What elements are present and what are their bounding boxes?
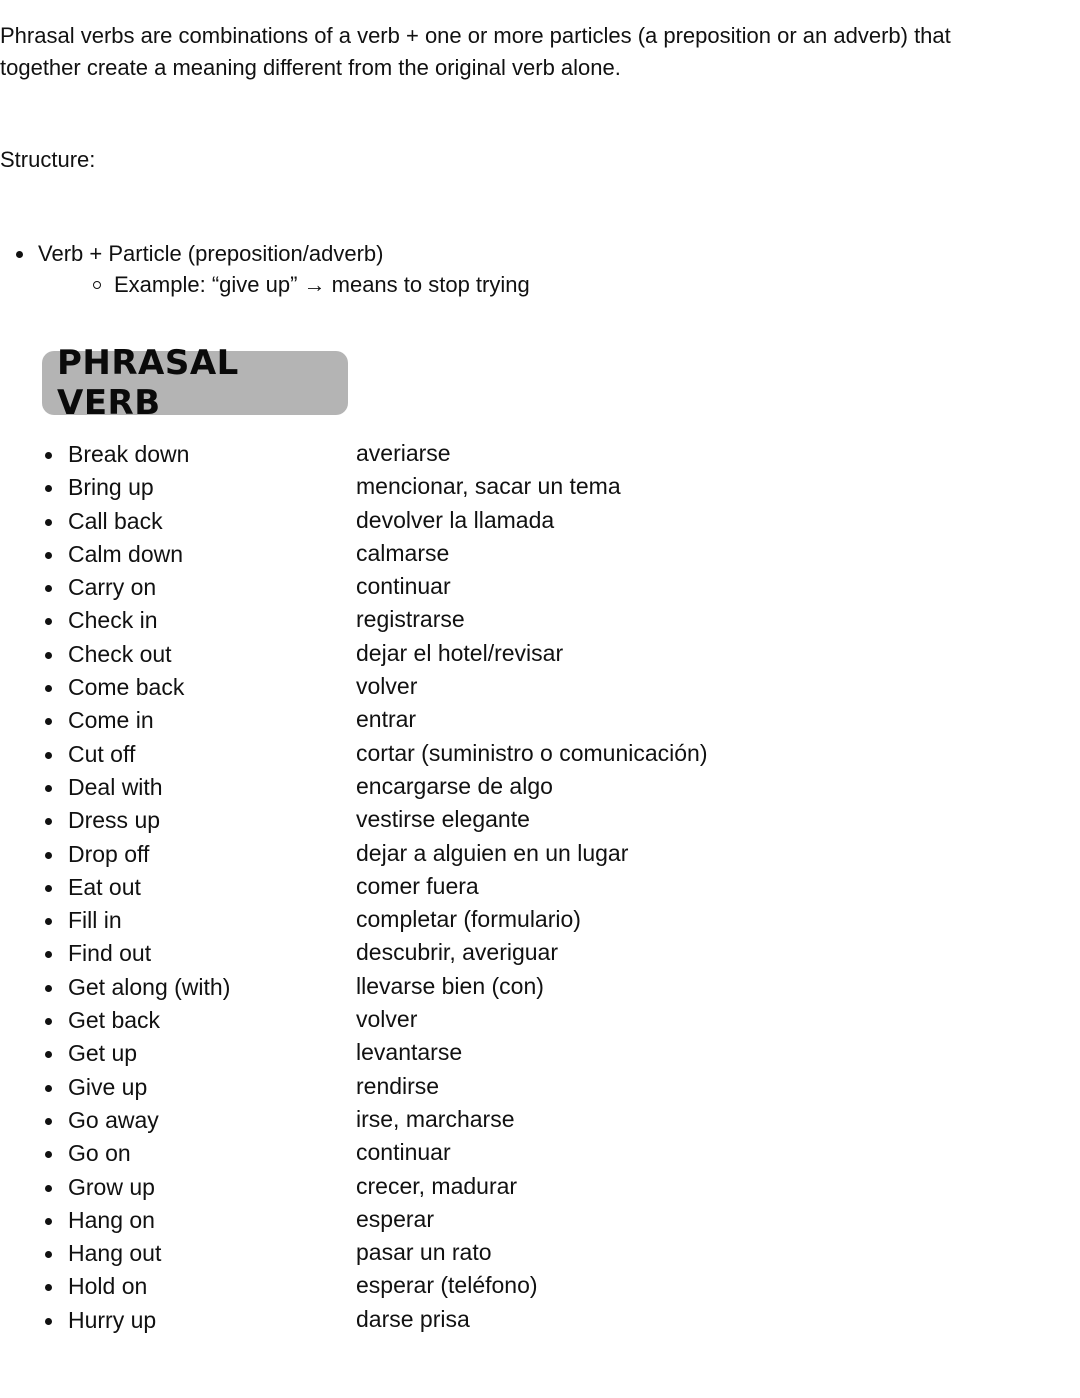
verb-meaning: registrarse	[356, 606, 465, 633]
section-title: PHRASAL VERB	[57, 343, 239, 423]
example-text: Example: “give up” → means to stop trying	[114, 272, 530, 297]
verb-meaning: cortar (suministro o comunicación)	[356, 739, 708, 766]
phrasal-verb: Call back	[68, 507, 163, 534]
intro-paragraph: Phrasal verbs are combinations of a verb + one or more particles (a preposition or an adverb) that together create a meaning different from the original verb alone.	[0, 23, 951, 80]
verb-meaning: esperar	[356, 1205, 434, 1232]
bullet-disc-icon	[45, 985, 52, 992]
verb-meaning: llevarse bien (con)	[356, 972, 544, 999]
bullet-disc-icon	[45, 1218, 52, 1225]
bullet-disc-icon	[45, 585, 52, 592]
bullet-disc-icon	[45, 519, 52, 526]
phrasal-verb: Come back	[68, 674, 185, 701]
structure-subitem	[76, 269, 530, 300]
verb-meaning: averiarse	[356, 440, 451, 466]
phrasal-verb: Hold on	[68, 1273, 148, 1300]
bullet-disc-icon	[45, 718, 52, 725]
verb-meaning: volver	[356, 1006, 418, 1033]
phrasal-verb: Check out	[68, 640, 172, 667]
phrasal-verb: Bring up	[68, 474, 154, 501]
bullet-disc-icon	[45, 818, 52, 825]
bullet-disc-icon	[45, 652, 52, 659]
phrasal-verb: Check in	[68, 607, 158, 634]
verb-meaning: devolver la llamada	[356, 506, 555, 533]
verb-meaning: vestirse elegante	[356, 806, 530, 833]
structure-label: Structure:	[0, 147, 96, 172]
verb-meaning: completar (formulario)	[356, 906, 581, 933]
phrasal-verb: Fill in	[68, 907, 122, 934]
bullet-disc-icon	[45, 618, 52, 625]
bullet-disc-icon	[45, 1151, 52, 1158]
bullet-disc-icon	[45, 885, 52, 892]
phrasal-verb: Drop off	[68, 840, 150, 867]
phrasal-verb: Get along (with)	[68, 973, 231, 1000]
phrasal-verb: Come in	[68, 707, 154, 734]
phrasal-verb: Hurry up	[68, 1306, 157, 1333]
verb-meaning: entrar	[356, 706, 417, 733]
structure-sublist	[38, 269, 530, 300]
bullet-disc-icon	[45, 1085, 52, 1092]
verb-meaning: rendirse	[356, 1072, 440, 1099]
phrasal-verb: Get back	[68, 1007, 161, 1034]
section-header-badge	[42, 343, 348, 423]
verb-meaning: continuar	[356, 1139, 451, 1166]
verb-meaning: darse prisa	[356, 1305, 470, 1332]
bullet-disc-icon	[45, 1118, 52, 1125]
phrasal-verb: Calm down	[68, 540, 184, 567]
verb-meaning: crecer, madurar	[356, 1172, 518, 1199]
verb-meaning: esperar (teléfono)	[356, 1272, 538, 1299]
structure-item-text: Verb + Particle (preposition/adverb)	[38, 241, 384, 266]
bullet-disc-icon	[45, 1185, 52, 1192]
phrasal-verb: Deal with	[68, 773, 163, 800]
verb-meaning: volver	[356, 673, 418, 700]
phrasal-verb: Go away	[68, 1106, 159, 1133]
phrasal-verb: Dress up	[68, 807, 161, 834]
bullet-disc-icon	[45, 951, 52, 958]
bullet-disc-icon	[16, 251, 23, 258]
verb-meaning: dejar el hotel/revisar	[356, 639, 564, 666]
bullet-disc-icon	[45, 685, 52, 692]
bullet-disc-icon	[45, 1318, 52, 1325]
verb-meaning: dejar a alguien en un lugar	[356, 839, 629, 866]
verb-meaning: calmarse	[356, 539, 450, 566]
bullet-disc-icon	[45, 552, 52, 559]
verb-meaning: irse, marcharse	[356, 1105, 515, 1132]
phrasal-verb: Grow up	[68, 1173, 155, 1200]
phrasal-verb: Hang out	[68, 1240, 162, 1267]
verb-meaning: comer fuera	[356, 872, 479, 899]
structure-list	[0, 238, 530, 300]
phrasal-verb: Break down	[68, 441, 190, 467]
bullet-disc-icon	[45, 1018, 52, 1025]
verb-meaning: pasar un rato	[356, 1239, 492, 1266]
bullet-circle-icon	[93, 281, 101, 289]
verb-meaning: encargarse de algo	[356, 772, 553, 799]
bullet-disc-icon	[45, 785, 52, 792]
phrasal-verb: Hang on	[68, 1206, 155, 1233]
phrasal-verb: Eat out	[68, 873, 141, 900]
bullet-disc-icon	[45, 1284, 52, 1291]
bullet-disc-icon	[45, 852, 52, 859]
bullet-disc-icon	[45, 1251, 52, 1258]
verb-meaning: descubrir, averiguar	[356, 939, 558, 966]
bullet-disc-icon	[45, 918, 52, 925]
bullet-disc-icon	[45, 452, 52, 459]
structure-item	[0, 238, 530, 300]
verb-meaning: levantarse	[356, 1039, 463, 1066]
verb-meaning: continuar	[356, 573, 451, 600]
bullet-disc-icon	[45, 752, 52, 759]
phrasal-verb: Give up	[68, 1073, 148, 1100]
phrasal-verb: Cut off	[68, 740, 136, 767]
verb-meaning: mencionar, sacar un tema	[356, 473, 621, 500]
phrasal-verb: Go on	[68, 1140, 131, 1167]
phrasal-verb: Find out	[68, 940, 152, 967]
bullet-disc-icon	[45, 485, 52, 492]
phrasal-verb: Get up	[68, 1040, 138, 1067]
phrasal-verb: Carry on	[68, 574, 157, 601]
bullet-disc-icon	[45, 1051, 52, 1058]
